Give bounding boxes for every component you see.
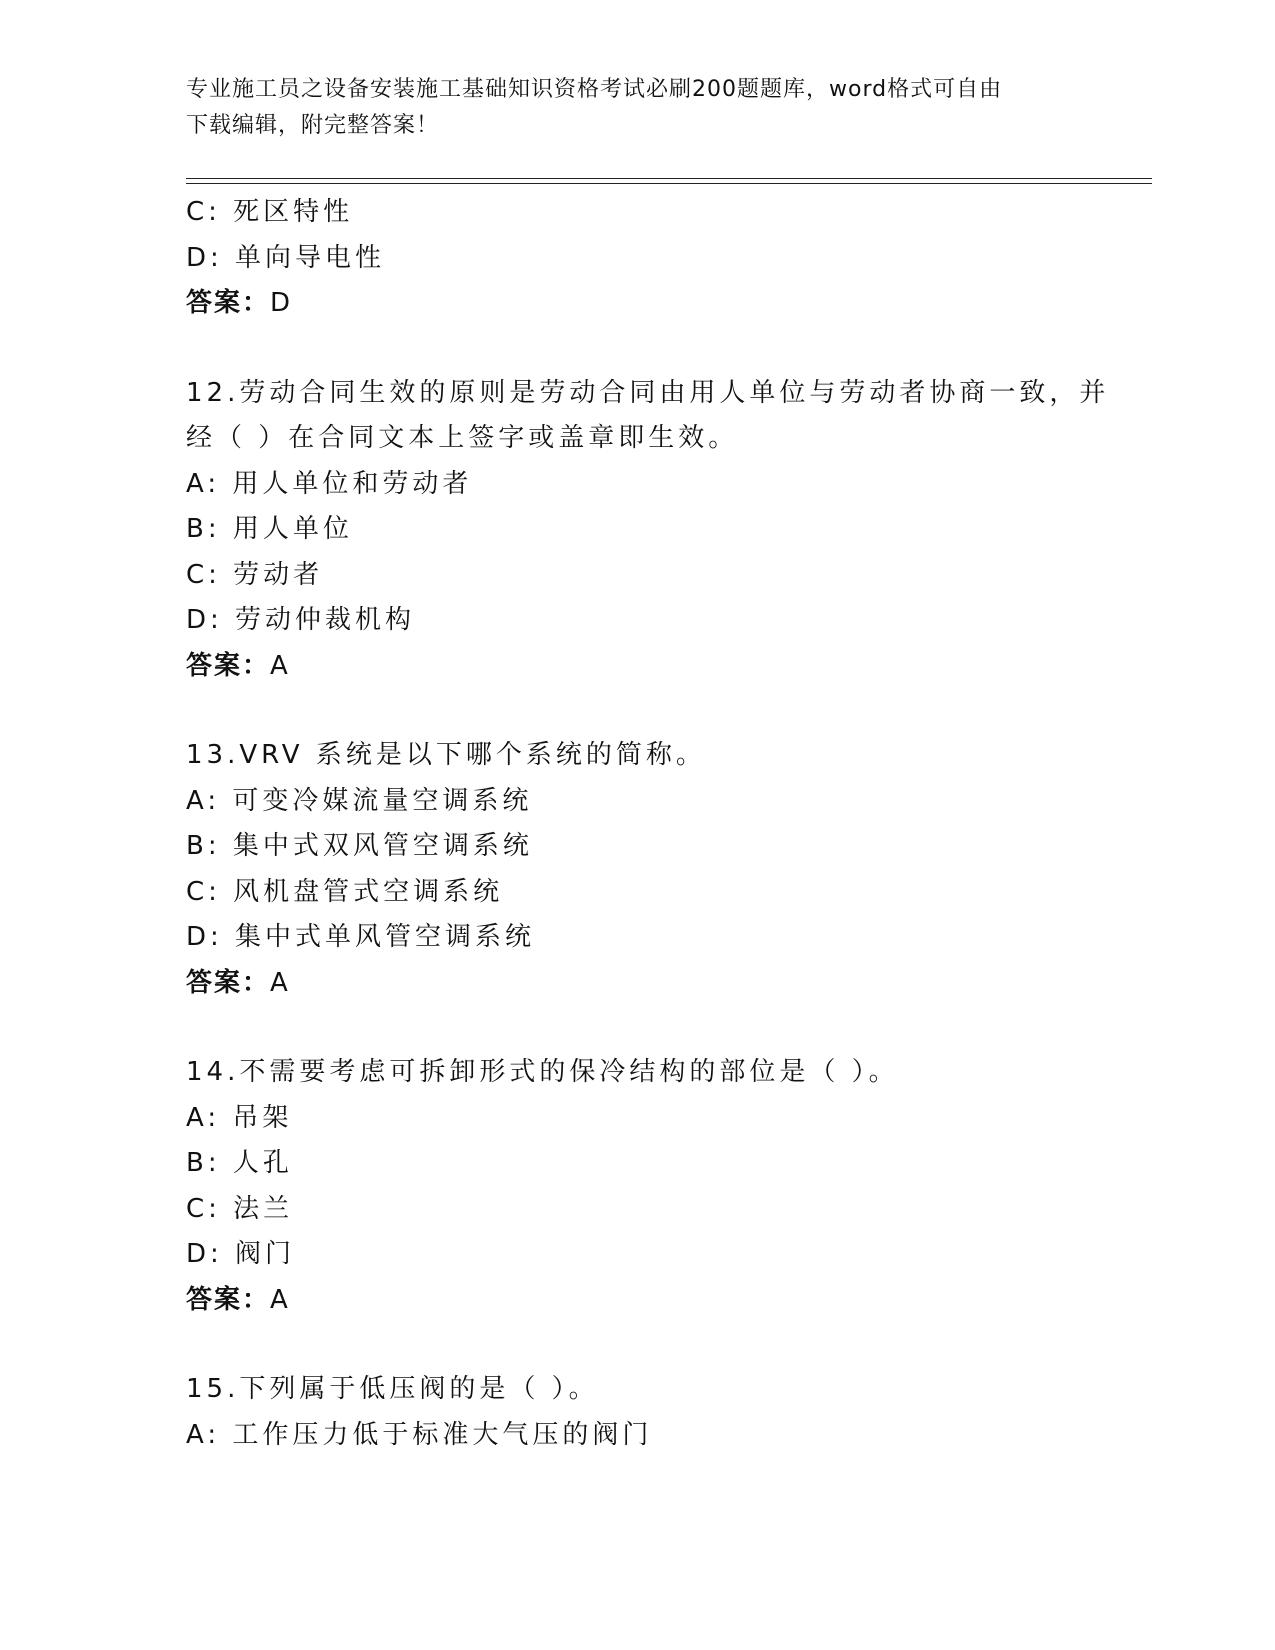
answer-value: D <box>270 288 293 318</box>
answer-line <box>186 644 1152 690</box>
question-14 <box>186 1050 1152 1323</box>
answer-line <box>186 281 1152 327</box>
answer-value: A <box>270 967 290 998</box>
question-11-continued <box>186 190 1152 327</box>
question-13 <box>186 733 1152 1006</box>
answer-label: 答案： <box>186 967 271 998</box>
option-a: A: 可变冷媒流量空调系统 <box>186 785 533 816</box>
answer-label: 答案： <box>186 650 271 681</box>
answer-value: A <box>270 1284 290 1315</box>
option-a: A: 工作压力低于标准大气压的阀门 <box>186 1419 653 1450</box>
option-a: A: 用人单位和劳动者 <box>186 468 473 499</box>
page-header <box>186 72 1086 144</box>
option-c: C: 劳动者 <box>186 559 324 590</box>
option-a: A: 吊架 <box>186 1102 293 1133</box>
header-rule-bottom <box>186 183 1152 184</box>
question-text-line-1: 14.不需要考虑可拆卸形式的保冷结构的部位是（ ）。 <box>186 1057 899 1087</box>
option-d: D: 劳动仲裁机构 <box>186 605 416 635</box>
option-b: B: 集中式双风管空调系统 <box>186 831 533 861</box>
header-line-1: 专业施工员之设备安装施工基础知识资格考试必刷200题题库，word格式可自由 <box>186 77 1003 102</box>
option-c: C: 风机盘管式空调系统 <box>186 876 504 907</box>
header-rule-top <box>186 178 1152 179</box>
option-d: D: 集中式单风管空调系统 <box>186 922 536 952</box>
option-b: B: 用人单位 <box>186 514 353 544</box>
answer-label: 答案： <box>186 288 271 318</box>
option-b: B: 人孔 <box>186 1148 293 1178</box>
answer-line <box>186 1278 1152 1324</box>
document-body <box>186 190 1152 1458</box>
option-c: C: 死区特性 <box>186 197 354 227</box>
question-text-line-1: 13.VRV 系统是以下哪个系统的简称。 <box>186 740 706 770</box>
answer-label: 答案： <box>186 1284 271 1315</box>
question-15 <box>186 1367 1152 1458</box>
answer-line <box>186 961 1152 1007</box>
answer-value: A <box>270 650 290 681</box>
question-text-line-1: 12.劳动合同生效的原则是劳动合同由用人单位与劳动者协商一致，并 <box>186 377 1110 408</box>
option-d: D: 阀门 <box>186 1239 296 1269</box>
question-text-line-2: 经（ ）在合同文本上签字或盖章即生效。 <box>186 423 739 453</box>
option-d: D: 单向导电性 <box>186 242 386 273</box>
question-text-line-1: 15.下列属于低压阀的是（ ）。 <box>186 1374 599 1404</box>
option-c: C: 法兰 <box>186 1193 294 1224</box>
header-line-2: 下载编辑，附完整答案！ <box>186 113 440 138</box>
question-12 <box>186 371 1152 690</box>
